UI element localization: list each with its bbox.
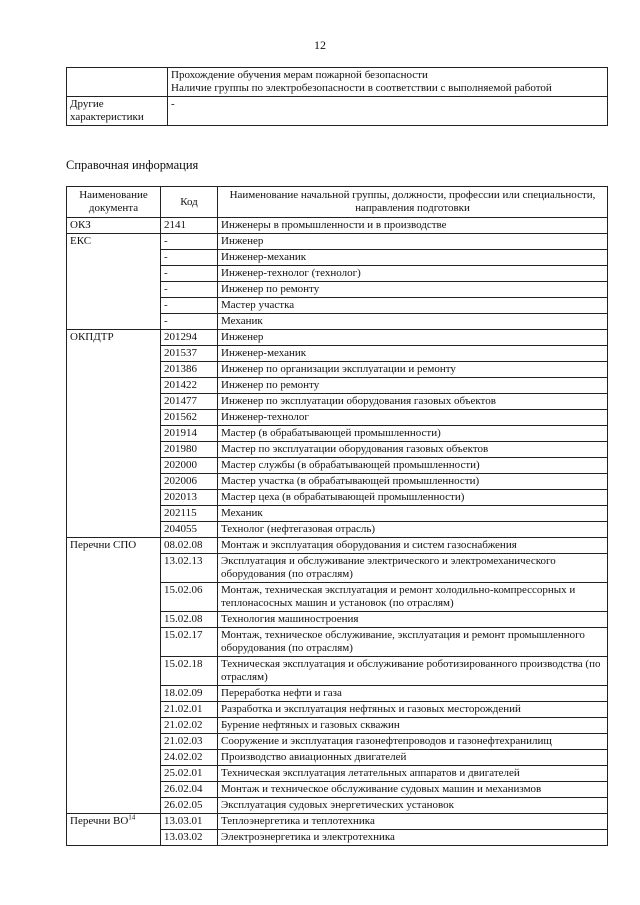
- document-name: ОКЗ: [70, 219, 91, 231]
- reference-table: [66, 186, 608, 846]
- page-number: 12: [314, 38, 326, 52]
- name-cell: Мастер службы (в обрабатывающей промышленности): [218, 458, 608, 474]
- name-cell: Монтаж и эксплуатация оборудования и систем газоснабжения: [218, 538, 608, 554]
- name-cell: Механик: [218, 314, 608, 330]
- name-cell: Механик: [218, 506, 608, 522]
- name-cell: Технология машиностроения: [218, 612, 608, 628]
- name-cell: Мастер цеха (в обрабатывающей промышленности): [218, 490, 608, 506]
- name-cell: Эксплуатация и обслуживание электрического и электромеханического оборудования (по отраслям): [218, 554, 608, 583]
- name-cell: Технолог (нефтегазовая отрасль): [218, 522, 608, 538]
- name-cell: Мастер участка: [218, 298, 608, 314]
- name-cell: Электроэнергетика и электротехника: [218, 830, 608, 846]
- code-cell: 201914: [161, 426, 218, 442]
- name-cell: Переработка нефти и газа: [218, 686, 608, 702]
- name-cell: Техническая эксплуатация летательных аппаратов и двигателей: [218, 766, 608, 782]
- row-label: Другие характеристики: [67, 97, 168, 126]
- name-cell: Инженеры в промышленности и в производстве: [218, 218, 608, 234]
- code-cell: 15.02.17: [161, 628, 218, 657]
- document-name-cell: [67, 814, 161, 846]
- name-cell: Мастер участка (в обрабатывающей промышленности): [218, 474, 608, 490]
- name-cell: Монтаж, техническое обслуживание, эксплуатация и ремонт промышленного оборудования (по отраслям): [218, 628, 608, 657]
- name-cell: Техническая эксплуатация и обслуживание роботизированного производства (по отраслям): [218, 657, 608, 686]
- name-cell: Инженер-технолог (технолог): [218, 266, 608, 282]
- code-cell: 21.02.01: [161, 702, 218, 718]
- code-cell: 201562: [161, 410, 218, 426]
- document-name: ОКПДТР: [70, 331, 114, 343]
- name-cell: Теплоэнергетика и теплотехника: [218, 814, 608, 830]
- code-cell: 26.02.04: [161, 782, 218, 798]
- code-cell: 08.02.08: [161, 538, 218, 554]
- code-cell: 202013: [161, 490, 218, 506]
- code-cell: -: [161, 282, 218, 298]
- code-cell: 201422: [161, 378, 218, 394]
- table-cell: [168, 68, 608, 97]
- table-cell: -: [168, 97, 608, 126]
- code-cell: -: [161, 250, 218, 266]
- name-cell: Сооружение и эксплуатация газонефтепроводов и газонефтехранилищ: [218, 734, 608, 750]
- section-title: Справочная информация: [66, 158, 199, 172]
- table-row: [67, 538, 608, 554]
- table-row: [67, 330, 608, 346]
- header-doc-name: Наименование документа: [67, 187, 161, 218]
- code-cell: 202115: [161, 506, 218, 522]
- document-name-cell: [67, 234, 161, 330]
- code-cell: 18.02.09: [161, 686, 218, 702]
- code-cell: 201477: [161, 394, 218, 410]
- code-cell: 201980: [161, 442, 218, 458]
- code-cell: -: [161, 266, 218, 282]
- code-cell: 2141: [161, 218, 218, 234]
- table-row: [67, 97, 608, 126]
- name-cell: Монтаж и техническое обслуживание судовых машин и механизмов: [218, 782, 608, 798]
- code-cell: 21.02.02: [161, 718, 218, 734]
- header-code: Код: [161, 187, 218, 218]
- table-row: [67, 234, 608, 250]
- code-cell: 25.02.01: [161, 766, 218, 782]
- name-cell: Инженер-механик: [218, 346, 608, 362]
- name-cell: Эксплуатация судовых энергетических установок: [218, 798, 608, 814]
- code-cell: -: [161, 298, 218, 314]
- requirement-line: Наличие группы по электробезопасности в соответствии с выполняемой работой: [171, 82, 552, 94]
- code-cell: 24.02.02: [161, 750, 218, 766]
- code-cell: 202000: [161, 458, 218, 474]
- table-row: [67, 814, 608, 830]
- document-name: Перечни ВО: [70, 815, 129, 827]
- document-name-cell: [67, 538, 161, 814]
- name-cell: Инженер по организации эксплуатации и ремонту: [218, 362, 608, 378]
- document-name-cell: [67, 218, 161, 234]
- name-cell: Инженер по ремонту: [218, 378, 608, 394]
- code-cell: -: [161, 234, 218, 250]
- code-cell: 15.02.06: [161, 583, 218, 612]
- code-cell: 15.02.18: [161, 657, 218, 686]
- code-cell: 26.02.05: [161, 798, 218, 814]
- table-row: [67, 218, 608, 234]
- name-cell: Мастер по эксплуатации оборудования газовых объектов: [218, 442, 608, 458]
- name-cell: Инженер-механик: [218, 250, 608, 266]
- name-cell: Инженер: [218, 234, 608, 250]
- document-name: Перечни СПО: [70, 539, 137, 551]
- table-cell: [67, 68, 168, 97]
- name-cell: Бурение нефтяных и газовых скважин: [218, 718, 608, 734]
- code-cell: 204055: [161, 522, 218, 538]
- header-row: [67, 187, 608, 218]
- code-cell: 13.02.13: [161, 554, 218, 583]
- code-cell: 13.03.01: [161, 814, 218, 830]
- code-cell: 15.02.08: [161, 612, 218, 628]
- footnote-ref: 14: [128, 813, 136, 822]
- name-cell: Производство авиационных двигателей: [218, 750, 608, 766]
- code-cell: 21.02.03: [161, 734, 218, 750]
- name-cell: Разработка и эксплуатация нефтяных и газовых месторождений: [218, 702, 608, 718]
- document-name-cell: [67, 330, 161, 538]
- name-cell: Инженер по эксплуатации оборудования газовых объектов: [218, 394, 608, 410]
- document-name: ЕКС: [70, 235, 92, 247]
- requirement-line: Прохождение обучения мерам пожарной безопасности: [171, 69, 428, 81]
- name-cell: Инженер-технолог: [218, 410, 608, 426]
- code-cell: 201537: [161, 346, 218, 362]
- name-cell: Монтаж, техническая эксплуатация и ремонт холодильно-компрессорных и теплонасосных машин и установок (по отраслям): [218, 583, 608, 612]
- code-cell: 202006: [161, 474, 218, 490]
- name-cell: Инженер: [218, 330, 608, 346]
- name-cell: Мастер (в обрабатывающей промышленности): [218, 426, 608, 442]
- code-cell: 201386: [161, 362, 218, 378]
- characteristics-table: [66, 67, 608, 126]
- header-base-name: Наименование начальной группы, должности, профессии или специальности, направления подготовки: [218, 187, 608, 218]
- table-row: [67, 68, 608, 97]
- code-cell: -: [161, 314, 218, 330]
- code-cell: 13.03.02: [161, 830, 218, 846]
- name-cell: Инженер по ремонту: [218, 282, 608, 298]
- code-cell: 201294: [161, 330, 218, 346]
